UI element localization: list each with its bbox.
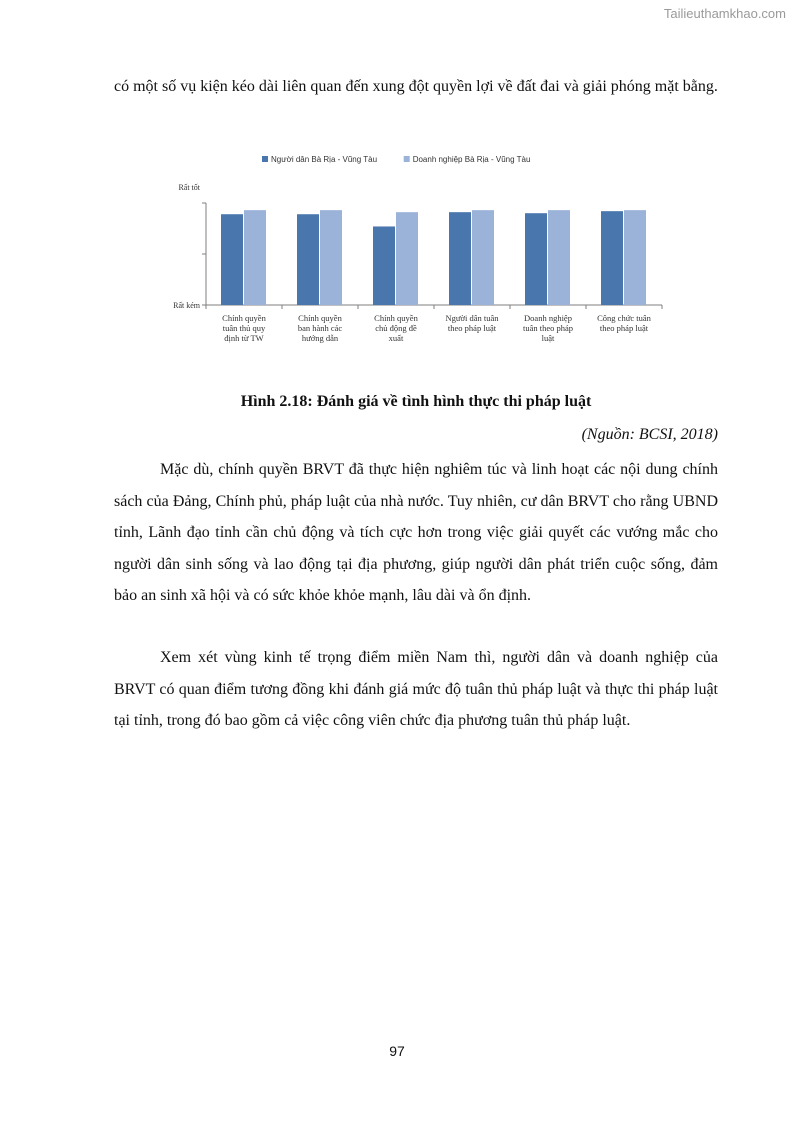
x-tick-label: Người dân tuân bbox=[445, 313, 499, 323]
legend-label: Người dân Bà Rịa - Vũng Tàu bbox=[271, 155, 378, 164]
bar bbox=[525, 213, 547, 305]
body-paragraph-1: Mặc dù, chính quyền BRVT đã thực hiện nghiêm túc và linh hoạt các nội dung chính sách của Đảng, Chính phủ, pháp luật của nhà nước. Tuy nhiên, cư dân BRVT cho rằng UBND tỉnh, Lãnh đạo tỉnh cần chủ động và tích cực hơn trong việc giải quyết các vướng mắc cho người dân sinh sống và lao động tại địa phương, giúp người dân phát triển cuộc sống, đảm bảo an sinh xã hội và có sức khỏe khỏe mạnh, lâu dài và ổn định. bbox=[114, 461, 718, 604]
watermark: Tailieuthamkhao.com bbox=[663, 6, 786, 21]
figure-source: (Nguồn: BCSI, 2018) bbox=[581, 426, 718, 443]
body-paragraph-2: Xem xét vùng kinh tế trọng điểm miền Nam thì, người dân và doanh nghiệp của BRVT có quan điểm tương đồng khi đánh giá mức độ tuân thủ pháp luật và thực thi pháp luật tại tỉnh, trong đó bao gồm cả việc công viên chức địa phương tuân thủ pháp luật. bbox=[114, 649, 718, 729]
figure-caption: Hình 2.18: Đánh giá về tình hình thực thi pháp luật bbox=[240, 393, 592, 410]
x-tick-label: theo pháp luật bbox=[599, 323, 649, 333]
bar bbox=[297, 214, 319, 305]
x-tick-label: tuân theo pháp bbox=[522, 323, 574, 333]
bar bbox=[472, 210, 494, 305]
x-tick-label: Công chức tuân bbox=[597, 313, 651, 323]
intro-paragraph: có một số vụ kiện kéo dài liên quan đến xung đột quyền lợi về đất đai và giải phóng mặt bằng. bbox=[114, 78, 718, 95]
chart-svg bbox=[150, 145, 680, 360]
x-tick-label: theo pháp luật bbox=[447, 323, 497, 333]
x-tick-label: hướng dẫn bbox=[301, 333, 339, 343]
bar bbox=[320, 210, 342, 305]
y-tick-label: Rất tốt bbox=[178, 183, 200, 192]
x-tick-label: Chính quyền bbox=[222, 313, 266, 323]
x-tick-label: định từ TW bbox=[224, 333, 264, 343]
bar bbox=[601, 211, 623, 305]
x-tick-label: Chính quyền bbox=[374, 313, 418, 323]
bar bbox=[396, 212, 418, 305]
page-number: 97 bbox=[389, 1043, 405, 1059]
bar bbox=[221, 214, 243, 305]
bar bbox=[548, 210, 570, 305]
bar bbox=[373, 226, 395, 305]
bar bbox=[624, 210, 646, 305]
x-tick-label: Chính quyền bbox=[298, 313, 342, 323]
legend-label: Doanh nghiệp Bà Rịa - Vũng Tàu bbox=[412, 155, 531, 164]
bar-chart bbox=[150, 145, 680, 360]
x-tick-label: ban hành các bbox=[297, 323, 343, 333]
x-tick-label: chủ động đề bbox=[375, 323, 417, 333]
x-tick-label: xuất bbox=[388, 333, 404, 343]
x-tick-label: tuân thủ quy bbox=[222, 323, 266, 333]
bar bbox=[244, 210, 266, 305]
y-tick-label: Rất kém bbox=[173, 301, 200, 310]
bar bbox=[449, 212, 471, 305]
x-tick-label: luật bbox=[541, 333, 555, 343]
x-tick-label: Doanh nghiệp bbox=[524, 313, 572, 323]
legend-swatch bbox=[262, 156, 268, 162]
legend-swatch bbox=[404, 156, 410, 162]
